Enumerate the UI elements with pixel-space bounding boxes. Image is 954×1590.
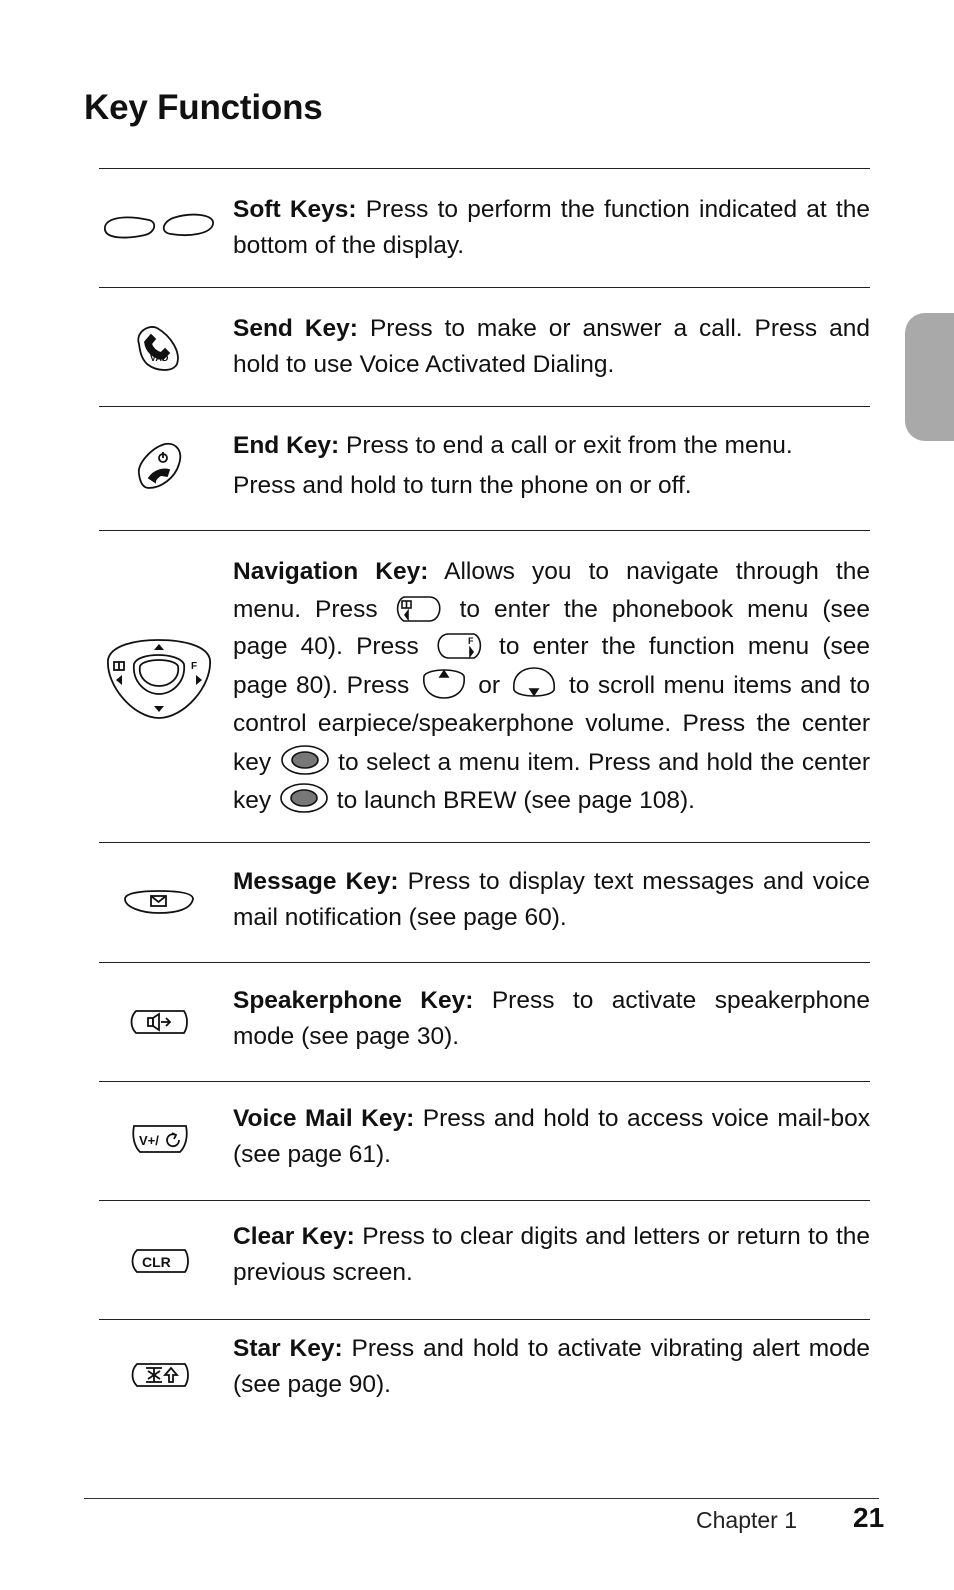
divider [99,962,870,963]
divider [99,842,870,843]
divider [99,168,870,169]
chapter-tab [905,313,954,441]
entry-label: Voice Mail Key: [233,1105,415,1132]
voice-mail-key-description [233,1101,870,1172]
clear-key-icon [129,1246,191,1281]
entry-text: Press to display text messages and voice mail notification (see page 60). [233,868,870,931]
clear-key-icon-label: CLR [142,1254,171,1270]
entry-text: Press and hold to access voice mail-box (see page 61). [233,1105,870,1168]
up-key-icon [418,666,470,700]
entry-text: Allows you to navigate through the menu. Press [233,558,870,623]
page-title: Key Functions [84,88,323,127]
entry-label: End Key: [233,432,340,459]
star-key-description [233,1331,870,1402]
svg-text:F: F [467,636,474,647]
divider [99,1200,870,1201]
speakerphone-key-icon [128,1007,190,1042]
entry-text-line-2: Press and hold to turn the phone on or off. [233,472,692,499]
entry-label: Soft Keys: [233,196,357,223]
navigation-key-icon [100,632,218,731]
divider [99,287,870,288]
divider [99,1319,870,1320]
center-key-icon [279,743,331,777]
send-key-description [233,311,870,382]
footer-chapter: Chapter 1 [696,1507,798,1533]
soft-keys-icon [101,208,217,245]
message-key-icon [121,887,197,922]
entry-label: Clear Key: [233,1223,355,1250]
function-key-icon [432,631,486,661]
divider [99,406,870,407]
send-key-icon [131,322,187,379]
entry-text: to scroll menu items and to control earpiece/speakerphone volume. Press the center key [233,672,870,776]
entry-label: Speakerphone Key: [233,987,474,1014]
entry-text: to enter the phonebook menu (see page 40). Press [233,595,870,661]
entry-label: Navigation Key: [233,558,429,585]
center-key-icon [278,781,330,815]
entry-text: to select a menu item. Press and hold the center key [233,748,870,815]
voice-mail-key-icon-label: V+/ [139,1133,159,1148]
entry-text: Press to clear digits and letters or return to the previous screen. [233,1223,870,1286]
speakerphone-key-description [233,983,870,1054]
entry-text: or [478,672,501,700]
svg-text:F: F [191,661,198,672]
entry-text: Press to make or answer a call. Press and hold to use Voice Activated Dialing. [233,315,871,378]
divider [99,530,870,531]
footer-divider [84,1498,879,1499]
down-key-icon [508,666,560,700]
send-key-icon-label: VAD [150,353,169,363]
entry-text: Press to perform the function indicated at the bottom of the display. [233,196,870,259]
voice-mail-key-icon [130,1122,192,1161]
entry-text: to launch BREW (see page 108). [336,787,695,815]
entry-label: Send Key: [233,315,358,342]
page-number: 21 [853,1502,885,1533]
end-key-icon [133,440,187,497]
entry-text: Press to activate speakerphone mode (see page 30). [233,987,870,1050]
star-key-icon [129,1360,191,1395]
entry-text: Press to end a call or exit from the menu. [346,432,793,459]
phonebook-key-icon [392,594,446,624]
entry-label: Message Key: [233,868,399,895]
soft-keys-description [233,192,870,263]
entry-label: Star Key: [233,1335,343,1362]
message-key-description [233,864,870,935]
entry-text: to enter the function menu (see page 80). Press [233,633,870,700]
divider [99,1081,870,1082]
clear-key-description [233,1219,870,1290]
navigation-key-description [233,553,870,820]
end-key-description [233,426,870,506]
entry-text: Press and hold to activate vibrating alert mode (see page 90). [233,1335,870,1398]
